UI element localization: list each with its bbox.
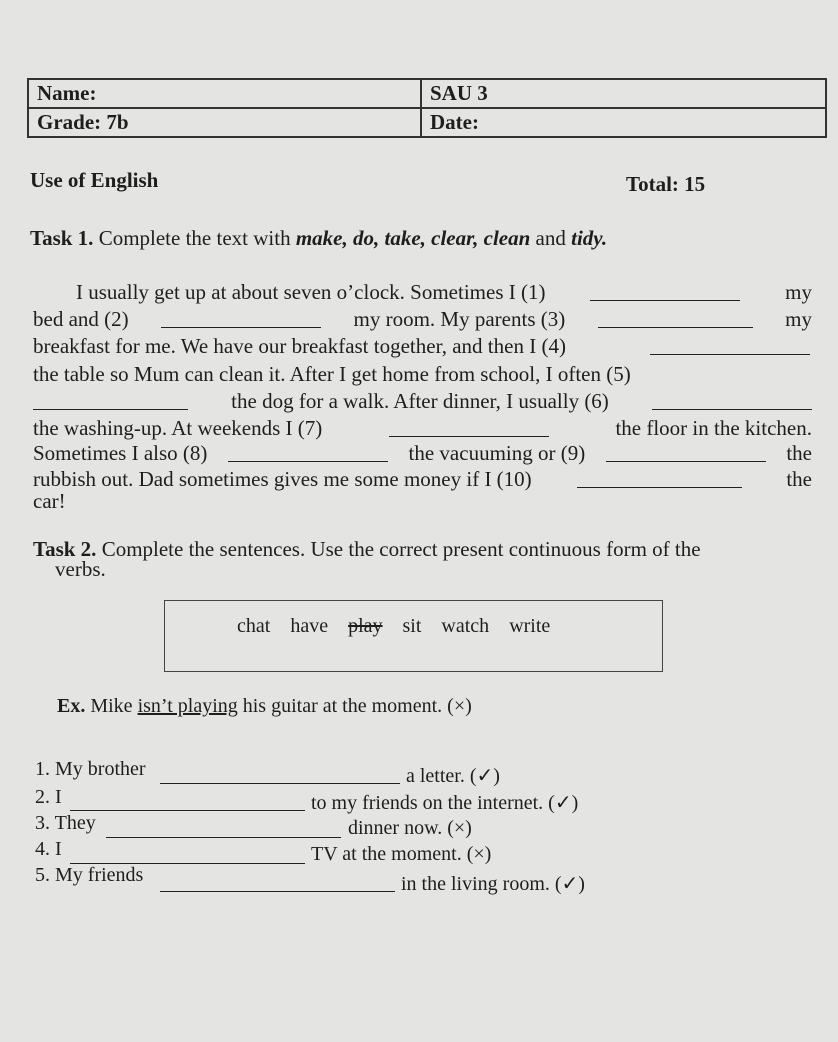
paragraph-line <box>33 416 812 441</box>
example-start: Mike <box>90 695 133 717</box>
date-field: Date: <box>421 108 826 137</box>
word-bank-box <box>164 600 663 672</box>
task2-heading <box>33 539 773 579</box>
example-end: his guitar at the moment. (×) <box>242 695 472 717</box>
sentence-start: 3. They <box>35 812 96 834</box>
total-score: Total: 15 <box>626 172 706 196</box>
paragraph-line <box>76 280 812 305</box>
task1-and: and <box>535 226 566 250</box>
paragraph-text: Sometimes I also (8) <box>33 441 208 465</box>
paragraph-text: the dog for a walk. After dinner, I usually (6) <box>231 389 609 413</box>
answer-blank[interactable] <box>652 408 812 410</box>
answer-blank[interactable] <box>228 460 388 462</box>
task2-instruction: Complete the sentences. Use the correct present continuous form of the <box>101 537 701 561</box>
paragraph-text: the <box>786 467 812 491</box>
sentence-end: in the living room. (✓) <box>401 873 585 895</box>
example-sentence <box>57 695 472 718</box>
answer-blank[interactable] <box>650 353 810 355</box>
paragraph-line <box>33 334 810 359</box>
sentence-start: 2. I <box>35 786 62 808</box>
paragraph-text: the <box>786 441 812 465</box>
paragraph-text: my <box>785 307 812 331</box>
paragraph-text: my <box>785 280 812 304</box>
answer-blank[interactable] <box>70 810 305 811</box>
answer-blank[interactable] <box>606 460 766 462</box>
word-bank-item: chat <box>237 615 271 637</box>
answer-blank[interactable] <box>389 435 549 437</box>
paragraph-text: bed and (2) <box>33 307 129 331</box>
sentence-end: a letter. (✓) <box>406 765 500 787</box>
task1-instruction: Complete the text with <box>98 226 291 250</box>
word-bank-item: watch <box>441 615 490 637</box>
task2-instruction-cont: verbs. <box>55 557 106 581</box>
grade-field: Grade: 7b <box>28 108 421 137</box>
paragraph-text: breakfast for me. We have our breakfast together, and then I (4) <box>33 334 566 358</box>
task1-words: make, do, take, clear, clean <box>295 226 531 250</box>
answer-blank[interactable] <box>160 891 395 892</box>
word-bank <box>237 615 550 638</box>
word-bank-item: have <box>290 615 329 637</box>
task2-label: Task 2. <box>33 537 97 561</box>
example-answer: isn’t playing <box>137 695 238 717</box>
paragraph-line <box>33 389 812 414</box>
paragraph-text: the washing-up. At weekends I (7) <box>33 416 323 440</box>
task1-heading <box>30 226 607 251</box>
answer-blank[interactable] <box>161 326 321 328</box>
sentence-end: TV at the moment. (×) <box>311 843 492 865</box>
student-info-table <box>27 78 827 138</box>
answer-blank[interactable] <box>590 299 740 301</box>
sentence-start: 1. My brother <box>35 758 146 780</box>
paragraph-line <box>33 441 812 466</box>
task1-label: Task 1. <box>30 226 94 250</box>
paragraph-line <box>33 489 812 514</box>
paragraph-text: my room. My parents (3) <box>353 307 566 331</box>
paragraph-text: car! <box>33 489 66 513</box>
paragraph-text: the vacuuming or (9) <box>408 441 586 465</box>
sentence-start: 5. My friends <box>35 864 144 886</box>
paragraph-line <box>33 362 812 387</box>
paragraph-text: the table so Mum can clean it. After I get home from school, I often (5) <box>33 362 631 386</box>
answer-blank[interactable] <box>598 326 753 328</box>
answer-blank[interactable] <box>160 783 400 784</box>
sentence-end: dinner now. (×) <box>348 817 472 839</box>
example-label: Ex. <box>57 695 86 717</box>
answer-blank[interactable] <box>33 408 188 410</box>
sentence-end: to my friends on the internet. (✓) <box>311 792 579 814</box>
answer-blank[interactable] <box>577 486 742 488</box>
name-field: Name: <box>28 79 421 108</box>
task1-last-word: tidy. <box>571 226 608 250</box>
paragraph-text: rubbish out. Dad sometimes gives me some money if I (10) <box>33 467 532 491</box>
answer-blank[interactable] <box>106 837 341 838</box>
paragraph-text: the floor in the kitchen. <box>615 416 812 440</box>
sentence-start: 4. I <box>35 838 62 860</box>
sau-label: SAU 3 <box>421 79 826 108</box>
word-bank-item: sit <box>402 615 422 637</box>
paragraph-text: I usually get up at about seven o’clock. Sometimes I (1) <box>76 280 546 304</box>
word-bank-item: play <box>348 615 383 637</box>
paragraph-line <box>33 307 812 332</box>
section-title: Use of English <box>30 168 159 192</box>
word-bank-item: write <box>509 615 551 637</box>
